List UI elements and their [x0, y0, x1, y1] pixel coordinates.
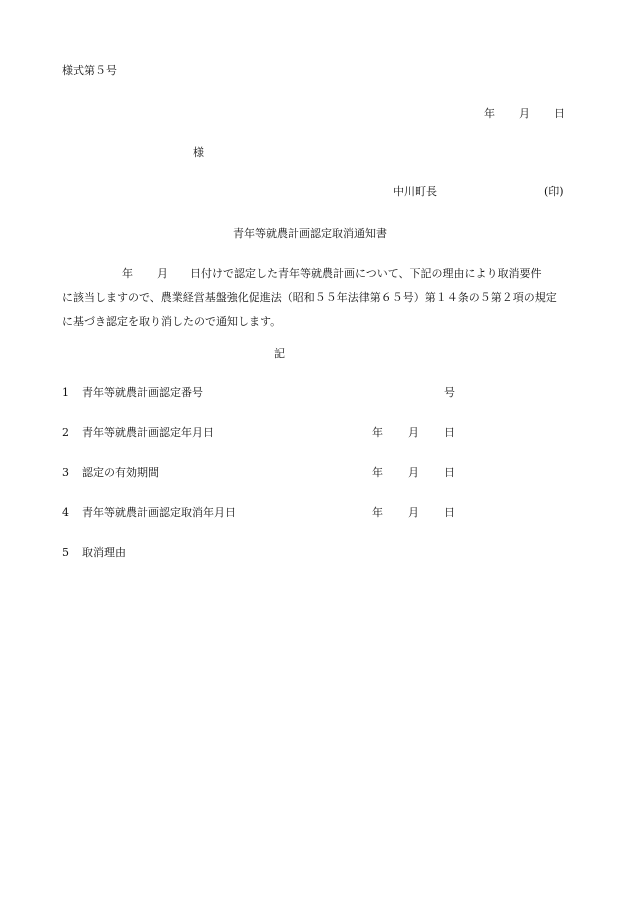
- item-5-label: 取消理由: [82, 546, 126, 559]
- date-day-label: 日: [554, 107, 565, 120]
- body-month-label: 月: [157, 267, 168, 280]
- item-2-year: 年: [372, 426, 383, 439]
- body-line-2: に該当しますので、農業経営基盤強化促進法（昭和５５年法律第６５号）第１４条の５第２項の規定: [62, 291, 557, 304]
- body-line-1-text: 日付けで認定した青年等就農計画について、下記の理由により取消要件: [190, 267, 542, 280]
- date-year-label: 年: [484, 107, 495, 120]
- item-4-day: 日: [444, 506, 455, 519]
- item-3-month: 月: [408, 466, 419, 479]
- item-5-number: 5: [62, 546, 69, 559]
- item-4-label: 青年等就農計画認定取消年月日: [82, 506, 236, 519]
- body-line-1: [62, 262, 568, 286]
- sender-name: 中川町長: [393, 185, 437, 198]
- item-2-month: 月: [408, 426, 419, 439]
- item-1-number: 1: [62, 386, 69, 399]
- body-paragraph: [62, 262, 568, 334]
- item-4-year: 年: [372, 506, 383, 519]
- item-3-year: 年: [372, 466, 383, 479]
- item-4-number: 4: [62, 506, 69, 519]
- item-2-number: 2: [62, 426, 69, 439]
- item-2-day: 日: [444, 426, 455, 439]
- recipient-suffix: 様: [193, 146, 204, 159]
- item-3-label: 認定の有効期間: [82, 466, 159, 479]
- ki-heading: 記: [274, 347, 285, 360]
- item-3-number: 3: [62, 466, 69, 479]
- item-2-label: 青年等就農計画認定年月日: [82, 426, 214, 439]
- item-3-day: 日: [444, 466, 455, 479]
- item-1-suffix: 号: [444, 386, 455, 399]
- form-number: 様式第５号: [62, 64, 117, 77]
- item-4-month: 月: [408, 506, 419, 519]
- body-line-3: に基づき認定を取り消したので通知します。: [62, 315, 282, 328]
- date-month-label: 月: [519, 107, 530, 120]
- seal-mark: (印): [544, 185, 564, 198]
- body-year-label: 年: [122, 267, 133, 280]
- item-1-label: 青年等就農計画認定番号: [82, 386, 203, 399]
- document-title: 青年等就農計画認定取消通知書: [233, 227, 387, 240]
